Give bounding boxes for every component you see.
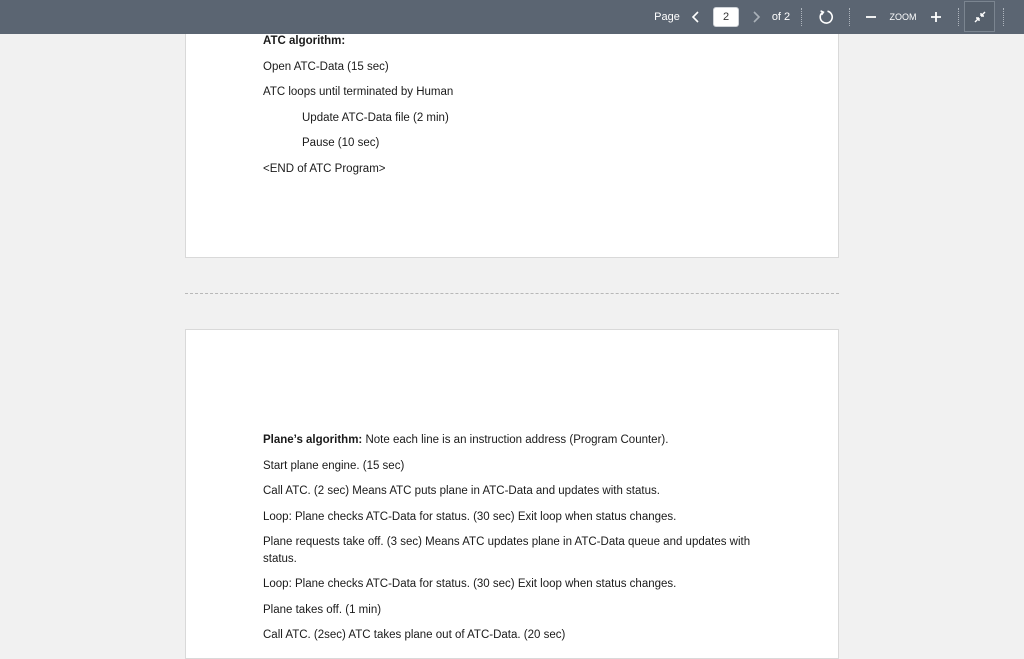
text-line: Loop: Plane checks ATC-Data for status. (30 sec) Exit loop when status changes.: [263, 511, 677, 523]
pdf-page-2: [185, 329, 839, 659]
zoom-out-icon[interactable]: [863, 0, 879, 34]
text-line: Loop: Plane checks ATC-Data for status. (30 sec) Exit loop when status changes.: [263, 578, 677, 590]
text-line: Update ATC-Data file (2 min): [302, 112, 449, 124]
page-count-label: of 2: [771, 11, 791, 23]
zoom-in-icon[interactable]: [928, 0, 944, 34]
text-line: Start plane engine. (15 sec): [263, 460, 405, 472]
page-divider: [185, 293, 839, 294]
toolbar-divider: [801, 8, 802, 26]
page-number-input[interactable]: [713, 7, 739, 27]
previous-page-icon[interactable]: [688, 0, 704, 34]
toolbar-divider: [1003, 8, 1004, 26]
text-line: Call ATC. (2 sec) Means ATC puts plane in ATC-Data and updates with status.: [263, 485, 660, 497]
toolbar-divider: [958, 8, 959, 26]
text-line: Pause (10 sec): [302, 137, 380, 149]
toolbar-divider: [849, 8, 850, 26]
text-line: Call ATC. (2sec) ATC takes plane out of ATC-Data. (20 sec): [263, 629, 566, 641]
text-line: ATC loops until terminated by Human: [263, 86, 454, 98]
text-line: Plane takes off. (1 min): [263, 604, 382, 616]
rotate-icon[interactable]: [816, 0, 836, 34]
next-page-icon[interactable]: [748, 0, 764, 34]
text-line: Open ATC-Data (15 sec): [263, 61, 389, 73]
plane-heading-rest: Note each line is an instruction address (Program Counter).: [362, 434, 669, 446]
text-line: <END of ATC Program>: [263, 163, 386, 175]
plane-heading: [263, 434, 668, 446]
page-label: Page: [654, 11, 680, 23]
pdf-toolbar: [0, 0, 1024, 34]
exit-fullscreen-button[interactable]: [964, 1, 995, 32]
zoom-label: ZOOM: [889, 12, 917, 22]
atc-heading: ATC algorithm:: [263, 35, 346, 47]
plane-heading-bold: Plane’s algorithm:: [263, 434, 363, 446]
pdf-page-1: [185, 0, 839, 258]
text-line: Plane requests take off. (3 sec) Means ATC updates plane in ATC-Data queue and updates with status.: [263, 536, 751, 565]
exit-fullscreen-icon: [973, 10, 987, 24]
